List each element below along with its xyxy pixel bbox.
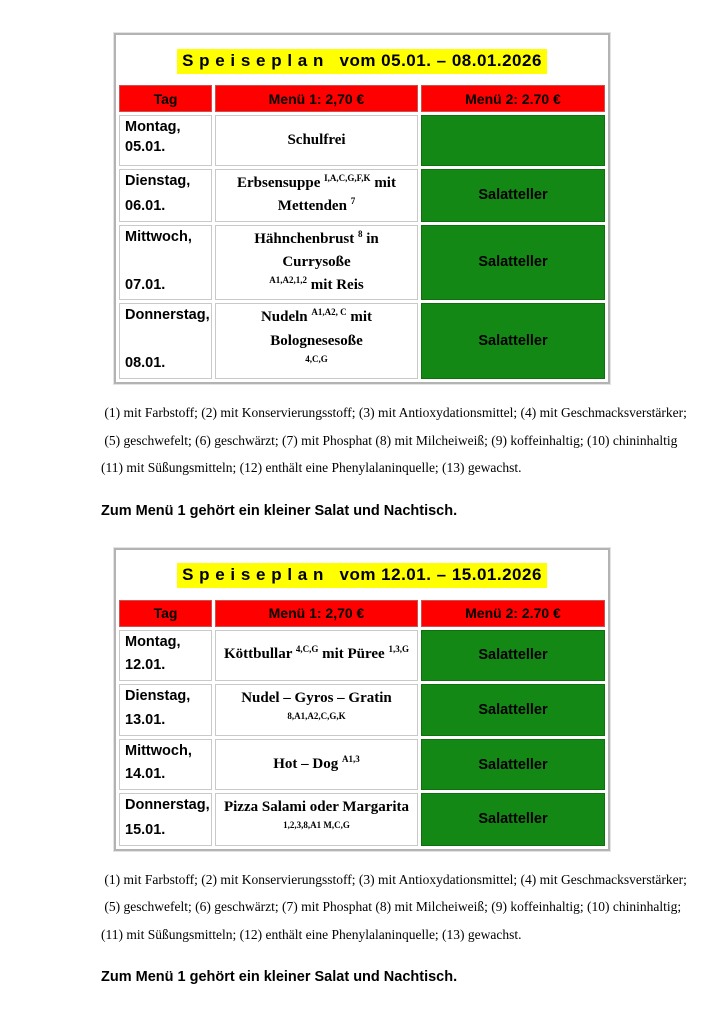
day-name: Montag, <box>125 119 181 135</box>
column-header-menu2: Menü 2: 2.70 € <box>421 85 605 112</box>
footnote-line: (5) geschwefelt; (6) geschwärzt; (7) mit Phosphat (8) mit Milcheiweiß; (9) koffeinhaltig; (10) chininhaltig <box>101 432 678 448</box>
day-date: 06.01. <box>125 197 166 214</box>
menu1-cell <box>215 630 418 681</box>
day-date: 07.01. <box>125 276 166 293</box>
menu2-cell: Salatteller <box>421 169 605 222</box>
column-header-menu1: Menü 1: 2,70 € <box>215 600 418 627</box>
day-cell-donnerstag <box>119 793 212 846</box>
column-header-tag: Tag <box>119 600 212 627</box>
menu1-cell <box>215 115 418 166</box>
day-cell-mittwoch <box>119 225 212 301</box>
day-date: 15.01. <box>125 821 166 838</box>
plan-title-week1: S p e i s e p l a n vom 05.01. – 08.01.2026 <box>177 49 547 74</box>
footnote-line: (1) mit Farbstoff; (2) mit Konservierungsstoff; (3) mit Antioxydationsmittel; (4) mit Geschmacksverstärker; <box>101 871 687 887</box>
menu1-cell <box>215 303 418 379</box>
column-header-tag: Tag <box>119 85 212 112</box>
additives-footnote-week1 <box>101 399 704 482</box>
day-date: 05.01. <box>125 138 166 155</box>
plan-title-row-week1 <box>119 38 605 82</box>
plan-grid-week1 <box>119 85 605 379</box>
day-date: 12.01. <box>125 656 166 673</box>
footnote-line: (1) mit Farbstoff; (2) mit Konservierungsstoff; (3) mit Antioxydationsmittel; (4) mit Geschmacksverstärker; <box>101 405 687 420</box>
menu2-cell: Salatteller <box>421 793 605 846</box>
footnote-line: (11) mit Süßungsmitteln; (12) enthält eine Phenylalaninquelle; (13) gewachst. <box>101 926 522 942</box>
menu1-cell <box>215 739 418 790</box>
menu2-cell: Salatteller <box>421 630 605 681</box>
menu1-text: Hähnchenbrust $^8$ in Currysoße $^{A1,A2,1,2}$ mit Reis <box>254 228 379 293</box>
menu2-cell: Salatteller <box>421 225 605 301</box>
menu1-text: Pizza Salami oder Margarita $^{1,2,3,8,A1 M,C,G}$ <box>223 799 410 831</box>
meal-plan-table-week1 <box>114 33 610 384</box>
day-cell-montag <box>119 630 212 681</box>
plan-title-week2: S p e i s e p l a n vom 12.01. – 15.01.2026 <box>177 563 547 588</box>
footnote-line: (11) mit Süßungsmitteln; (12) enthält eine Phenylalaninquelle; (13) gewachst. <box>101 460 522 475</box>
menu1-text: Nudeln $^{A1,A2, C}$ mit Bolognesesoße $^{4,C,G}$ <box>260 307 373 364</box>
plan-grid-week2 <box>119 600 605 846</box>
day-name: Dienstag, <box>125 173 191 189</box>
meal-plan-table-week2 <box>114 548 610 851</box>
menu1-cell <box>215 225 418 301</box>
day-cell-mittwoch <box>119 739 212 790</box>
day-name: Mittwoch, <box>125 228 192 245</box>
day-name: Mittwoch, <box>125 743 192 759</box>
additives-footnote-week2 <box>101 866 704 949</box>
menu2-cell: Salatteller <box>421 303 605 379</box>
menu1-text: Hot – Dog $^{A1,3}$ <box>273 753 360 772</box>
menu1-note-week2: Zum Menü 1 gehört ein kleiner Salat und Nachtisch. <box>101 969 458 985</box>
day-cell-montag <box>119 115 212 166</box>
menu1-cell <box>215 169 418 222</box>
menu1-text: Erbsensuppe $^{I,A,C,G,F,K}$ mit Mettenden $^7$ <box>237 173 396 215</box>
day-date: 14.01. <box>125 766 166 783</box>
column-header-menu1: Menü 1: 2,70 € <box>215 85 418 112</box>
day-date: 08.01. <box>125 355 166 372</box>
menu1-cell <box>215 793 418 846</box>
plan-title-row-week2 <box>119 553 605 597</box>
day-cell-dienstag <box>119 169 212 222</box>
menu1-text: Schulfrei <box>287 131 346 148</box>
menu2-cell-empty <box>421 115 605 166</box>
footnote-line: (5) geschwefelt; (6) geschwärzt; (7) mit Phosphat (8) mit Milcheiweiß; (9) koffeinhaltig; (10) chininhaltig; <box>101 899 682 914</box>
day-date: 13.01. <box>125 712 166 729</box>
menu1-note-week1: Zum Menü 1 gehört ein kleiner Salat und Nachtisch. <box>101 502 458 519</box>
menu1-cell <box>215 684 418 737</box>
menu2-cell: Salatteller <box>421 684 605 737</box>
day-name: Montag, <box>125 633 181 650</box>
day-name: Donnerstag, <box>125 797 210 813</box>
day-name: Dienstag, <box>125 687 191 704</box>
day-name: Donnerstag, <box>125 307 210 324</box>
menu1-text: Köttbullar $^{4,C,G}$ mit Püree $^{1,3,G}$ <box>224 644 409 663</box>
menu2-cell: Salatteller <box>421 739 605 790</box>
day-cell-dienstag <box>119 684 212 737</box>
column-header-menu2: Menü 2: 2.70 € <box>421 600 605 627</box>
menu1-text: Nudel – Gyros – Gratin $^{8,A1,A2,C,G,K}$ <box>241 689 392 721</box>
day-cell-donnerstag <box>119 303 212 379</box>
